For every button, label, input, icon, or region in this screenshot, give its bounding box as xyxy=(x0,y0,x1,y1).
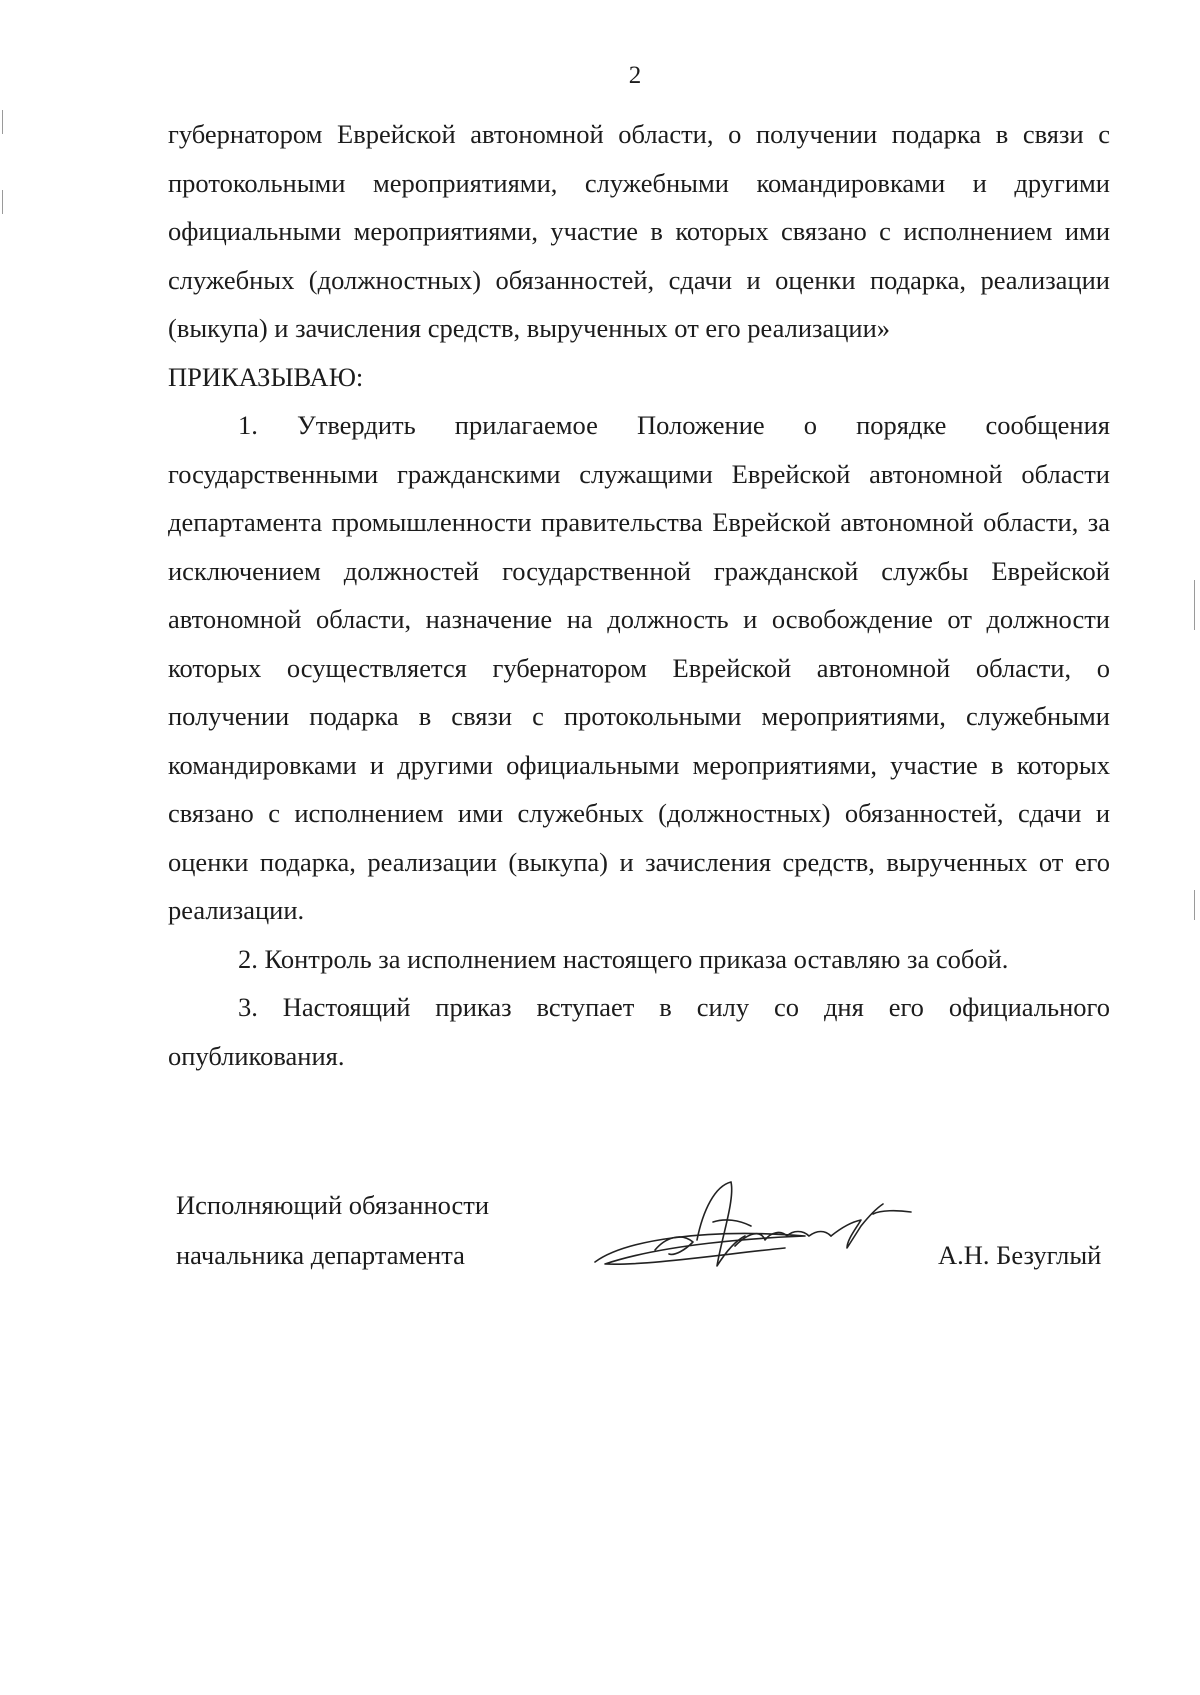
page-number: 2 xyxy=(628,62,642,89)
document-body xyxy=(168,110,1110,1080)
signatory-position-line-1: Исполняющий обязанности xyxy=(176,1190,490,1220)
signatory-position xyxy=(176,1180,489,1280)
signer-name: А.Н. Безуглый xyxy=(938,1240,1102,1270)
scan-artifact xyxy=(2,190,3,214)
signatory-position-line-2: начальника департамента xyxy=(176,1240,465,1270)
order-item-3: 3. Настоящий приказ вступает в силу со дня его официального опубликования. xyxy=(168,992,1110,1071)
intro-paragraph: губернатором Еврейской автономной области, о получении подарка в связи с протокольными мероприятиями, служебными командировками и другими официальными мероприятиями, участие в которых связано с исполнением ими служебных (должностных) обязанностей, сдачи и оценки подарка, реализации (выкупа) и зачисления средств, вырученных от его реализации» xyxy=(168,119,1110,343)
order-item-1: 1. Утвердить прилагаемое Положение о порядке сообщения государственными гражданскими служащими Еврейской автономной области департамента промышленности правительства Еврейской автономной области, за исключением должностей государственной гражданской службы Еврейской автономной области, назначение на должность и освобождение от должности которых осуществляется губернатором Еврейской автономной области, о получении подарка в связи с протокольными мероприятиями, служебными командировками и другими официальными мероприятиями, участие в которых связано с исполнением ими служебных (должностных) обязанностей, сдачи и оценки подарка, реализации (выкупа) и зачисления средств, вырученных от его реализации. xyxy=(168,410,1110,925)
handwritten-signature xyxy=(585,1170,915,1280)
order-item-2: 2. Контроль за исполнением настоящего приказа оставляю за собой. xyxy=(238,943,1009,974)
scan-artifact xyxy=(2,110,3,134)
scan-artifact xyxy=(1194,580,1195,630)
scan-artifact xyxy=(1194,890,1195,920)
order-word: ПРИКАЗЫВАЮ: xyxy=(168,361,364,392)
